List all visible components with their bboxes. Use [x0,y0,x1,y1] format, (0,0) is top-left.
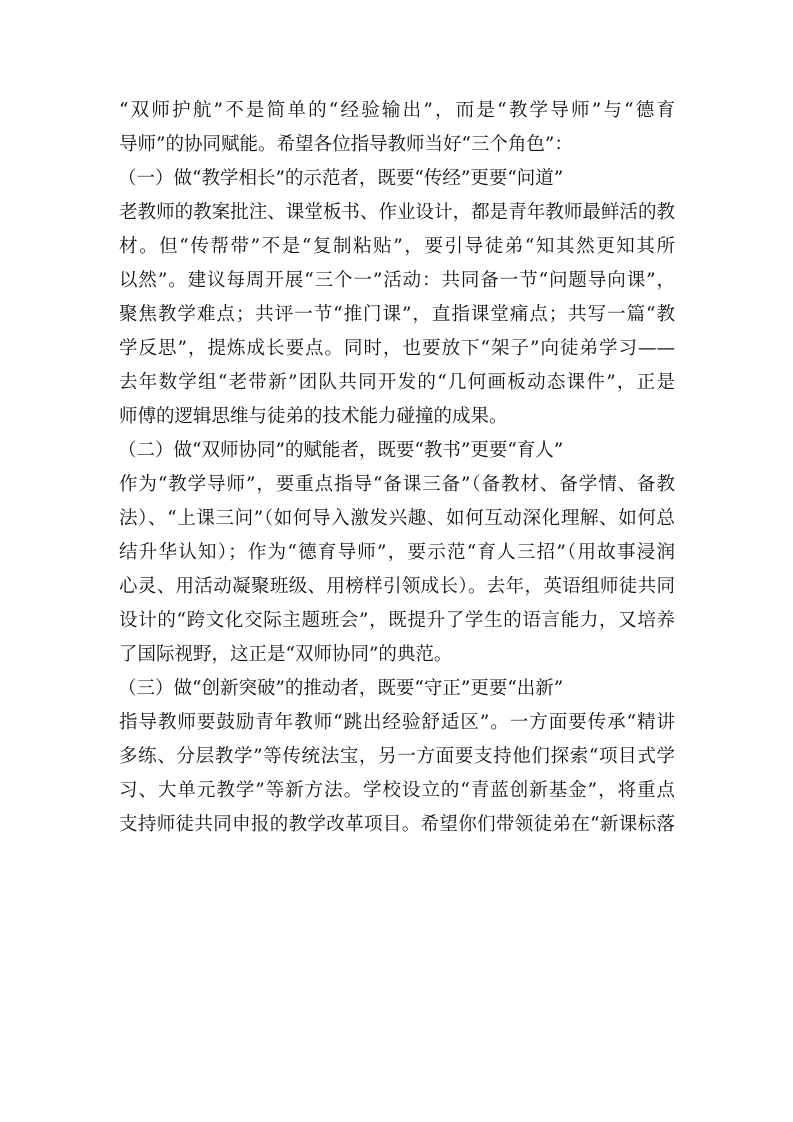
section-heading: （二）做“双师协同”的赋能者，既要“教书”更要“育人” [118,440,564,461]
text-line: 支持师徒共同申报的教学改革项目。希望你们带领徒弟在“新课标落 [119,814,675,835]
text-line: 多练、分层教学”等传统法宝，另一方面要支持他们探索“项目式学 [119,746,675,767]
text-line: 指导教师要鼓励青年教师“跳出经验舒适区”。一方面要传承“精讲 [119,712,675,733]
text-line: 法）、“上课三问”（如何导入激发兴趣、如何互动深化理解、如何总 [119,508,675,529]
text-line: 材。但“传帮带”不是“复制粘贴”，要引导徒弟“知其然更知其所 [119,236,675,257]
text-line: 以然”。建议每周开展“三个一”活动：共同备一节“问题导向课”， [119,270,675,291]
section-heading: （三）做“创新突破”的推动者，既要“守正”更要“出新” [118,678,564,699]
text-line: 心灵、用活动凝聚班级、用榜样引领成长）。去年，英语组师徒共同 [119,576,675,597]
text-line: 结升华认知）；作为“德育导师”，要示范“育人三招”（用故事浸润 [119,542,675,563]
text-line: 聚焦教学难点；共评一节“推门课”，直指课堂痛点；共写一篇“教 [119,304,675,325]
section-1-body [119,196,675,434]
section-heading: （一）做“教学相长”的示范者，既要“传经”更要“问道” [118,168,564,189]
text-line: 导师”的协同赋能。希望各位指导教师当好“三个角色”： [119,134,573,155]
section-heading-1 [119,162,675,196]
text-line: 设计的“跨文化交际主题班会”，既提升了学生的语言能力，又培养 [119,610,675,631]
text-line: 习、大单元教学”等新方法。学校设立的“青蓝创新基金”，将重点 [119,780,675,801]
text-line: “双师护航”不是简单的“经验输出”，而是“教学导师”与“德育 [119,100,675,121]
intro-paragraph [119,94,675,162]
text-line: 学反思”，提炼成长要点。同时，也要放下“架子”向徒弟学习—— [119,338,675,359]
section-heading-3 [119,672,675,706]
document-page [119,94,675,842]
text-line: 作为“教学导师”，要重点指导“备课三备”（备教材、备学情、备教 [119,474,675,495]
section-3-body [119,706,675,842]
section-2-body [119,468,675,672]
text-line: 了国际视野，这正是“双师协同”的典范。 [119,644,453,665]
section-heading-2 [119,434,675,468]
text-line: 老教师的教案批注、课堂板书、作业设计，都是青年教师最鲜活的教 [119,202,675,223]
text-line: 师傅的逻辑思维与徒弟的技术能力碰撞的成果。 [119,406,508,427]
text-line: 去年数学组“老带新”团队共同开发的“几何画板动态课件”，正是 [119,372,675,393]
